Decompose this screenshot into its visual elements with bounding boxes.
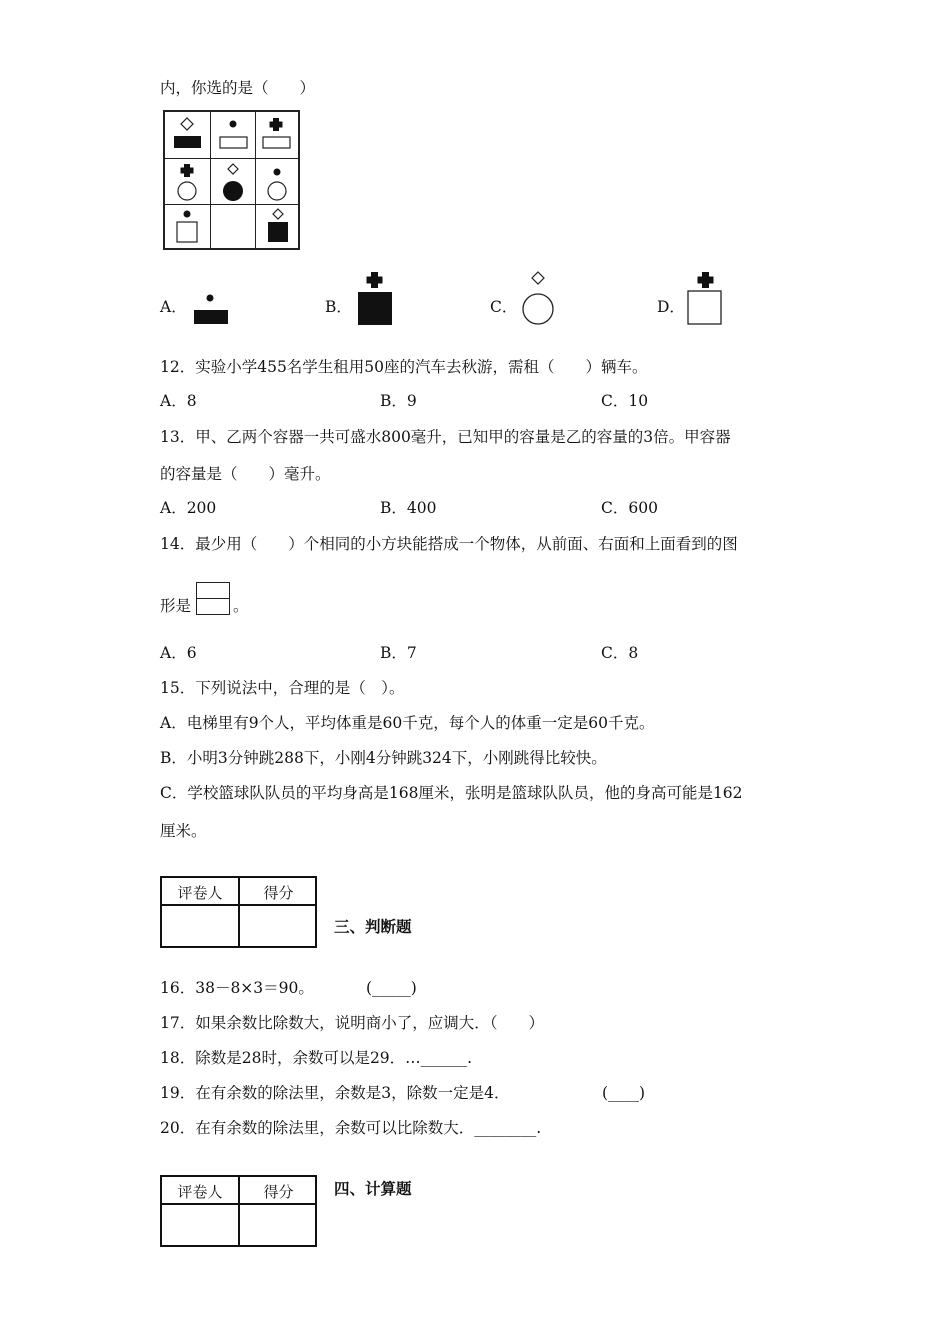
black-square-icon <box>268 222 288 242</box>
score-box-score-label: 得分 <box>263 884 294 902</box>
q12-option-a: A．8 <box>160 392 197 410</box>
diamond-icon <box>228 164 238 174</box>
q11-stem: 内，你选的是（ ） <box>160 79 316 97</box>
q11-option-a-label: A． <box>160 298 187 316</box>
q15-option-b: B．小明3分钟跳288下，小刚4分钟跳324下，小刚跳得比较快。 <box>160 749 607 767</box>
score-box-grader-label: 评卷人 <box>177 884 223 902</box>
pattern-grid-figures <box>165 112 298 248</box>
q19-text: 19．在有余数的除法里，余数是3，除数一定是4． <box>160 1084 510 1102</box>
white-circle-icon <box>268 182 286 200</box>
q15-option-c-line2: 厘米。 <box>160 822 207 840</box>
q14-option-a: A．6 <box>160 644 197 662</box>
q14-view-figure <box>196 582 230 615</box>
q15-option-a: A．电梯里有9个人，平均体重是60千克，每个人的体重一定是60千克。 <box>160 714 655 732</box>
q16-blank: (_____) <box>366 979 417 997</box>
dot-icon <box>230 121 237 128</box>
score-box-score-label: 得分 <box>263 1183 294 1201</box>
cross-icon <box>181 164 194 177</box>
q13-option-c: C．600 <box>601 499 658 517</box>
q14-option-b: B．7 <box>380 644 417 662</box>
q11-option-a-figure <box>192 292 232 328</box>
black-circle-icon <box>223 181 243 201</box>
dot-icon <box>274 169 281 176</box>
q11-option-c-figure <box>518 270 560 328</box>
white-circle-icon <box>178 182 196 200</box>
section3-title: 三、判断题 <box>334 917 412 936</box>
q12-stem: 12．实验小学455名学生租用50座的汽车去秋游，需租（ ）辆车。 <box>160 358 648 376</box>
pattern-grid <box>163 110 300 250</box>
q13-option-b: B．400 <box>380 499 437 517</box>
q13-stem-line1: 13．甲、乙两个容器一共可盛水800毫升，已知甲的容量是乙的容量的3倍。甲容器 <box>160 428 731 446</box>
q14-stem-line1: 14．最少用（ ）个相同的小方块能搭成一个物体，从前面、右面和上面看到的图 <box>160 535 738 553</box>
q16-text: 16．38－8×3＝90。 <box>160 979 314 997</box>
q15-option-c-line1: C．学校篮球队队员的平均身高是168厘米，张明是篮球队队员，他的身高可能是162 <box>160 784 743 802</box>
q15-stem: 15．下列说法中，合理的是（ ）。 <box>160 679 405 697</box>
black-rect-icon <box>174 136 201 148</box>
cross-icon <box>270 118 283 131</box>
q13-stem-line2: 的容量是（ ）毫升。 <box>160 465 331 483</box>
diamond-icon <box>181 118 193 130</box>
q12-option-b: B．9 <box>380 392 417 410</box>
score-box <box>160 1175 317 1247</box>
white-rect-icon <box>220 137 247 148</box>
q11-option-c-label: C． <box>490 298 518 316</box>
q14-stem-suffix: 。 <box>233 597 249 615</box>
q11-option-d-figure <box>684 270 726 328</box>
q20-text: 20．在有余数的除法里，余数可以比除数大．________. <box>160 1119 542 1137</box>
q14-stem-prefix: 形是 <box>160 597 192 615</box>
white-rect-icon <box>263 137 290 148</box>
q19-blank: (____) <box>602 1084 646 1102</box>
score-box-grader-label: 评卷人 <box>177 1183 223 1201</box>
q14-option-c: C．8 <box>601 644 639 662</box>
q12-option-c: C．10 <box>601 392 649 410</box>
section4-title: 四、计算题 <box>334 1179 412 1198</box>
q11-option-d-label: D． <box>657 298 685 316</box>
q17-text: 17．如果余数比除数大，说明商小了，应调大．（ ） <box>160 1014 544 1032</box>
diamond-icon <box>273 209 283 219</box>
score-box <box>160 876 317 948</box>
q11-option-b-figure <box>354 270 396 328</box>
white-square-icon <box>177 222 197 242</box>
dot-icon <box>184 211 191 218</box>
q18-text: 18．除数是28时，余数可以是29．…______. <box>160 1049 473 1067</box>
q13-option-a: A．200 <box>160 499 217 517</box>
q11-option-b-label: B． <box>325 298 352 316</box>
